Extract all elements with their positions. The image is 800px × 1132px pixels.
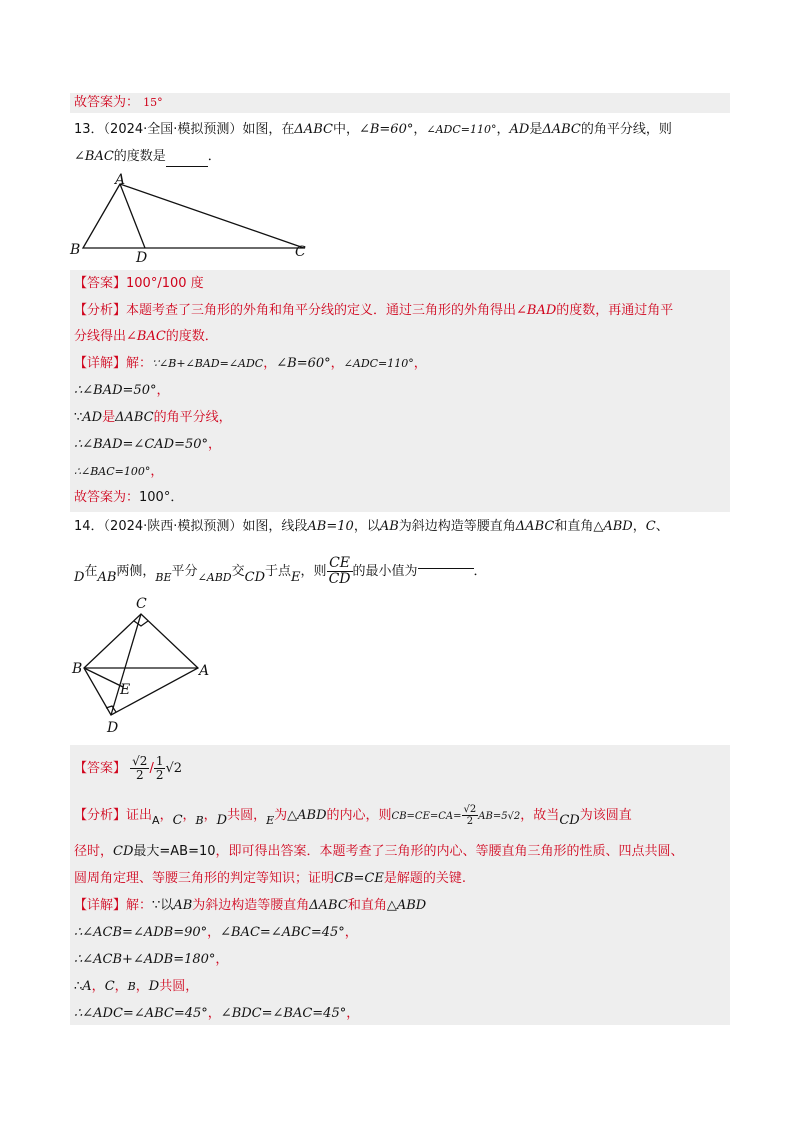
q13-label-c: C: [295, 244, 306, 260]
top-answer-line: [74, 93, 163, 113]
q14-analysis-tag: 【分析】: [74, 808, 127, 823]
q13-source: （2024·全国·模拟预测）: [103, 122, 243, 137]
q14-detail-line1: [74, 896, 426, 916]
q14-analysis-math: CD: [113, 844, 134, 859]
q13-math: AD: [509, 122, 530, 137]
q14-math: BE: [155, 571, 172, 584]
q13-text: ，: [413, 122, 427, 137]
q13-label-b: B: [70, 242, 81, 258]
q13-detail-math: ∵∠B+∠BAD=∠ADC: [152, 357, 264, 370]
q14-text: 、: [655, 519, 669, 534]
q14-text: 于点: [265, 564, 292, 579]
q14-math: AB: [97, 570, 117, 585]
q14-text: 两侧，: [116, 564, 156, 579]
q14-detail-math: ∴∠ADC=∠ABC=45°: [74, 1006, 208, 1021]
q14-detail-math: ∠BAC=∠ABC=45°: [220, 925, 345, 940]
q14-detail-text: ，: [344, 925, 358, 940]
q14-ratio-den: CD: [328, 571, 351, 587]
q14-text: 为斜边构造等腰直角: [398, 519, 516, 534]
q13-detail-text: 解：: [126, 356, 153, 371]
q14-analysis-text: 证出: [126, 808, 153, 823]
q13-detail-text: 是: [102, 410, 116, 425]
q13-final-label: 故答案为：: [74, 490, 140, 505]
q13-detail-line5: [74, 462, 163, 482]
q14-stem-line2: [74, 552, 487, 594]
q14-text: 交: [231, 564, 245, 579]
q14-detail-text: ，: [114, 979, 128, 994]
q14-detail-text: ∴: [74, 979, 83, 994]
q14-answer-num: √2: [132, 754, 148, 768]
q14-analysis-math: CB=CE: [334, 871, 384, 886]
q13-analysis-math: ∠BAD: [516, 303, 557, 318]
q14-text: 平分: [171, 564, 198, 579]
q14-analysis-math: AB=5√2: [478, 811, 521, 822]
q13-analysis-text: 的度数，再通过角平: [556, 303, 674, 318]
q14-math: D: [74, 570, 85, 585]
q14-detail-line3: [74, 950, 228, 970]
q14-detail-text: 和直角: [347, 898, 387, 913]
q14-answer-line: [74, 752, 182, 786]
q14-label-d: D: [107, 720, 119, 736]
q13-triangle: [83, 184, 304, 248]
q13-answer-line: [74, 274, 204, 294]
q13-detail-math: AD: [82, 410, 103, 425]
q14-text: ，: [632, 519, 646, 534]
q13-detail-math: ∠ADC=110°: [343, 357, 414, 370]
top-answer-value: 15°: [143, 96, 163, 109]
q14-figure: [68, 592, 218, 742]
q14-label-b: B: [72, 661, 83, 677]
q13-analysis-tag: 【分析】: [74, 303, 127, 318]
q14-math: △ABD: [593, 519, 633, 534]
q14-stem-line1: [74, 517, 669, 537]
q13-text: 的角平分线，则: [580, 122, 672, 137]
q14-segment-cd: [111, 614, 141, 715]
q14-ratio-fraction: [327, 556, 353, 587]
q13-analysis-line1: [74, 301, 673, 321]
q14-detail-math: B: [127, 980, 136, 993]
q14-answer-den: 2: [155, 768, 164, 782]
q13-label-a: A: [115, 172, 126, 188]
q14-analysis-text: ，故当: [520, 808, 560, 823]
q13-detail-tag: 【详解】: [74, 356, 127, 371]
q13-text: 是: [529, 122, 543, 137]
q14-detail-text: ，: [215, 952, 229, 967]
q13-detail-math: ∴∠BAD=∠CAD=50°: [74, 437, 209, 452]
q14-text: ．: [473, 564, 487, 579]
q14-analysis-text: 为该圆直: [579, 808, 632, 823]
q14-analysis-math: B: [195, 814, 204, 827]
q14-math: C: [645, 519, 656, 534]
q13-detail-text: ，: [330, 356, 344, 371]
q13-bisector: [120, 184, 145, 248]
q14-answer-fraction1: [130, 755, 149, 782]
q14-detail-line5: [74, 1004, 359, 1024]
q13-final-line: [74, 488, 183, 508]
q13-detail-line1: [74, 354, 427, 374]
q14-detail-math: ∴∠ACB=∠ADB=90°: [74, 925, 208, 940]
q14-detail-text: ，: [207, 925, 221, 940]
q14-analysis-text: 为: [274, 808, 288, 823]
q14-math: E: [291, 570, 301, 585]
q14-analysis-line1: [74, 800, 632, 837]
q14-source: （2024·陕西·模拟预测）: [103, 519, 243, 534]
q14-analysis-math: △ABD: [287, 808, 327, 823]
q13-detail-line3: [74, 408, 232, 428]
q13-analysis-math: ∠BAC: [126, 329, 166, 344]
q14-analysis-text: 的内心，则: [326, 808, 392, 823]
q14-label-c: C: [136, 596, 147, 612]
q14-detail-tag: 【详解】: [74, 898, 127, 913]
q13-detail-text: ，: [150, 464, 164, 479]
q14-analysis-text: ，: [182, 808, 196, 823]
q14-detail-math: △ABD: [386, 898, 427, 913]
q14-detail-math: ΔABC: [309, 898, 348, 913]
q14-text: 如图，线段: [242, 519, 308, 534]
q13-text: ，: [496, 122, 510, 137]
q13-answer-tag: 【答案】: [74, 276, 127, 291]
q14-detail-math: D: [148, 979, 160, 994]
q14-answer-num: 1: [155, 754, 164, 768]
q14-analysis-math: CD: [559, 813, 580, 828]
q14-analysis-line3: [74, 869, 466, 889]
q14-analysis-math: E: [266, 814, 275, 827]
q14-detail-math: A: [82, 979, 92, 994]
q14-detail-text: 为斜边构造等腰直角: [192, 898, 310, 913]
q14-analysis-num: √2: [463, 804, 477, 815]
q14-detail-text: 共圆，: [159, 979, 199, 994]
q13-detail-text: ，: [208, 437, 222, 452]
q14-math: ∠ABD: [197, 571, 232, 584]
q14-math: ΔABC: [515, 519, 555, 534]
q14-detail-math: ∠BDC=∠BAC=45°: [220, 1006, 347, 1021]
q14-analysis-den: 2: [466, 816, 474, 827]
q14-answer-fraction2: [154, 755, 166, 782]
q13-detail-text: ，: [413, 356, 427, 371]
q14-analysis-text: 径时，: [74, 844, 114, 859]
q14-analysis-text: 圆周角定理、等腰三角形的判定等知识；证明: [74, 871, 335, 886]
q14-answer-tail: √2: [165, 761, 183, 776]
q13-detail-math: ∠B=60°: [276, 356, 331, 371]
top-answer-bg: [70, 93, 730, 113]
q14-answer-tag: 【答案】: [74, 761, 127, 776]
q13-math: ΔABC: [294, 122, 333, 137]
q14-label-a: A: [199, 663, 210, 679]
q14-text: 的最小值为: [352, 564, 418, 579]
q14-analysis-math: C: [172, 813, 183, 828]
q13-stem-line1: [74, 120, 672, 140]
q14-detail-line2: [74, 923, 358, 943]
q13-answer-blank[interactable]: [166, 152, 208, 167]
q13-detail-line4: [74, 435, 221, 455]
q14-label-e: E: [120, 682, 131, 698]
q14-detail-text: ∵以: [152, 898, 174, 913]
q14-detail-text: ，: [91, 979, 105, 994]
q13-text: 中，: [332, 122, 359, 137]
q14-text: ，则: [300, 564, 327, 579]
q14-answer-sep: /: [149, 761, 154, 776]
q14-math: CD: [244, 570, 266, 585]
q13-number: 13．: [74, 122, 104, 137]
q13-text: ．: [207, 149, 221, 164]
q13-detail-line2: [74, 381, 169, 401]
q13-math: ∠BAC: [74, 149, 114, 164]
q13-stem-line2: [74, 147, 221, 167]
q14-math: AB: [379, 519, 399, 534]
q14-right-angle-c: [134, 621, 148, 626]
q14-analysis-text: ，: [159, 808, 173, 823]
q13-detail-text: ，: [156, 383, 170, 398]
q14-analysis-math: CB=CE=CA=: [391, 811, 462, 822]
q14-analysis-math: A: [152, 814, 160, 827]
q14-text: ，以: [353, 519, 380, 534]
q14-detail-math: C: [104, 979, 115, 994]
q14-analysis-math: 最大=AB=10: [133, 844, 216, 859]
q14-analysis-text: ，即可得出答案．本题考查了三角形的内心、等腰直角三角形的性质、四点共圆、: [215, 844, 684, 859]
q13-text: 如图，在: [242, 122, 295, 137]
q14-detail-text: ，: [346, 1006, 360, 1021]
q13-math: ∠B=60°: [358, 122, 414, 137]
q14-text: 在: [84, 564, 98, 579]
q13-detail-text: 的角平分线，: [153, 410, 232, 425]
q13-analysis-text: 的度数．: [165, 329, 218, 344]
q13-final-value: 100°．: [139, 490, 184, 505]
q14-detail-text: ，: [135, 979, 149, 994]
q14-answer-blank[interactable]: [418, 552, 474, 569]
q14-answer-den: 2: [135, 768, 144, 782]
q13-detail-math: ∴∠BAD=50°: [74, 383, 157, 398]
q13-math: ΔABC: [542, 122, 581, 137]
q14-analysis-text: ，: [203, 808, 217, 823]
q13-analysis-line2: [74, 327, 218, 347]
q13-answer-value: 100°/100 度: [126, 276, 204, 291]
q13-label-d: D: [136, 250, 148, 264]
q13-math: ∠ADC=110°: [426, 123, 497, 136]
q13-detail-text: ，: [263, 356, 277, 371]
top-answer-label: 故答案为：: [74, 95, 140, 110]
q14-detail-text: ，: [207, 1006, 221, 1021]
q14-analysis-line2: [74, 842, 684, 862]
q14-analysis-text: 共圆，: [227, 808, 267, 823]
q14-analysis-fraction: [462, 804, 479, 827]
q13-analysis-text: 本题考查了三角形的外角和角平分线的定义．通过三角形的外角得出: [126, 303, 517, 318]
q14-math: AB=10: [307, 519, 354, 534]
q13-detail-text: ∵: [74, 410, 83, 425]
q13-detail-math: ΔABC: [115, 410, 154, 425]
q14-analysis-math: D: [216, 813, 228, 828]
q14-detail-math: AB: [173, 898, 193, 913]
q14-analysis-text: 是解题的关键.: [383, 871, 466, 886]
q13-detail-math: ∴∠BAC=100°: [74, 465, 151, 478]
q14-quadrilateral: [84, 614, 198, 715]
q14-detail-text: 解：: [126, 898, 153, 913]
q14-number: 14．: [74, 519, 104, 534]
q13-analysis-text: 分线得出: [74, 329, 127, 344]
q13-text: 的度数是: [113, 149, 166, 164]
q14-text: 和直角: [554, 519, 594, 534]
q14-ratio-num: CE: [327, 556, 353, 572]
q13-figure: [68, 172, 318, 264]
q14-detail-line4: [74, 977, 198, 997]
q14-detail-math: ∴∠ACB+∠ADB=180°: [74, 952, 216, 967]
